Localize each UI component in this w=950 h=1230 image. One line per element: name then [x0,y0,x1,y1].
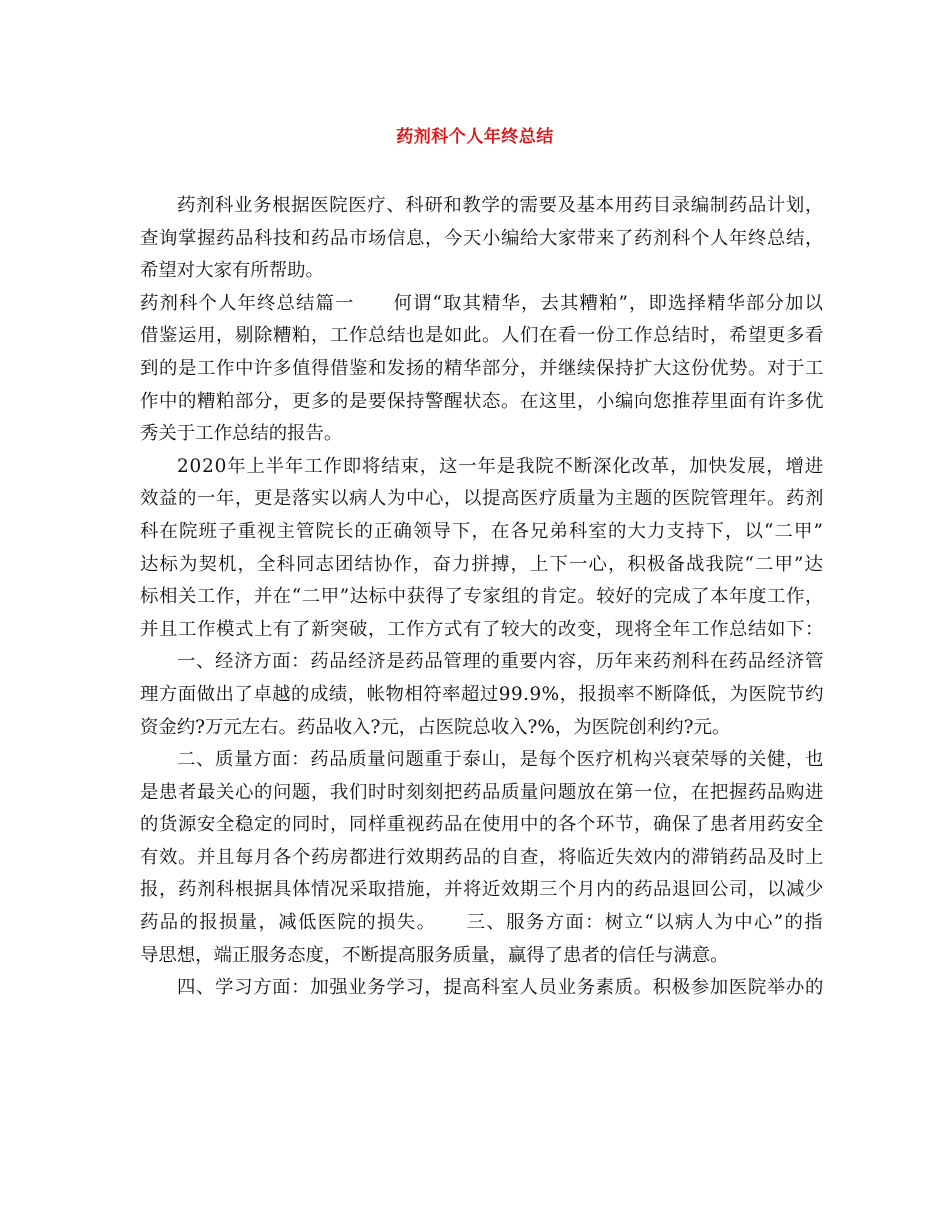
text-line: 科在院班子重视主管院长的正确领导下，在各兄弟科室的大力支持下，以“二甲” [140,520,824,542]
text-line: 二、质量方面：药品质量问题重于泰山，是每个医疗机构兴衰荣辱的关健，也 [177,749,824,771]
text-line: 一、经济方面：药品经济是药品管理的重要内容，历年来药剂科在药品经济管 [177,651,824,673]
text-line: 四、学习方面：加强业务学习，提高科室人员业务素质。积极参加医院举办的 [177,977,824,999]
text-line: 秀关于工作总结的报告。 [140,423,343,445]
text-line: 2020年上半年工作即将结束，这一年是我院不断深化改革，加快发展，增进 [177,455,824,477]
text-line: 效益的一年，更是落实以病人为中心，以提高医疗质量为主题的医院管理年。药剂 [140,488,824,510]
text-line: 达标为契机，全科同志团结协作，奋力拼搏，上下一心，积极备战我院“二甲”达 [140,553,824,575]
text-line: 希望对大家有所帮助。 [140,260,324,282]
text-line: 标相关工作，并在“二甲”达标中获得了专家组的肯定。较好的完成了本年度工作， [140,586,824,608]
text-line: 查询掌握药品科技和药品市场信息，今天小编给大家带来了药剂科个人年终总结， [140,227,824,249]
text-line: 药剂科个人年终总结篇一 何谓“取其精华，去其糟粕”，即选择精华部分加以 [140,292,824,314]
text-line: 到的是工作中许多值得借鉴和发扬的精华部分，并继续保持扩大这份优势。对于工 [140,357,824,379]
text-line: 是患者最关心的问题，我们时时刻刻把药品质量问题放在第一位，在把握药品购进 [140,781,824,803]
text-line: 资金约?万元左右。药品收入?元，占医院总收入?%，为医院创利约?元。 [140,716,731,738]
text-line: 导思想，端正服务态度，不断提高服务质量，赢得了患者的信任与满意。 [140,944,729,966]
document-body [140,190,824,1005]
text-line: 作中的糟粕部分，更多的是要保持警醒状态。在这里，小编向您推荐里面有许多优 [140,390,824,412]
text-line: 理方面做出了卓越的成绩，帐物相符率超过99.9%，报损率不断降低，为医院节约 [140,683,824,705]
text-line: 药剂科业务根据医院医疗、科研和教学的需要及基本用药目录编制药品计划， [177,195,824,216]
text-line: 有效。并且每月各个药房都进行效期药品的自查，将临近失效内的滞销药品及时上 [140,846,824,868]
text-line: 借鉴运用，剔除糟粕，工作总结也是如此。人们在看一份工作总结时，希望更多看 [140,325,824,347]
text-line: 并且工作模式上有了新突破，工作方式有了较大的改变，现将全年工作总结如下： [140,618,824,640]
document-title: 药剂科个人年终总结 [396,127,554,147]
text-line: 的货源安全稳定的同时，同样重视药品在使用中的各个环节，确保了患者用药安全 [140,814,824,836]
text-line: 药品的报损量，减低医院的损失。 三、服务方面：树立“以病人为中心”的指 [140,912,824,934]
text-line: 报，药剂科根据具体情况采取措施，并将近效期三个月内的药品退回公司，以减少 [140,879,824,901]
